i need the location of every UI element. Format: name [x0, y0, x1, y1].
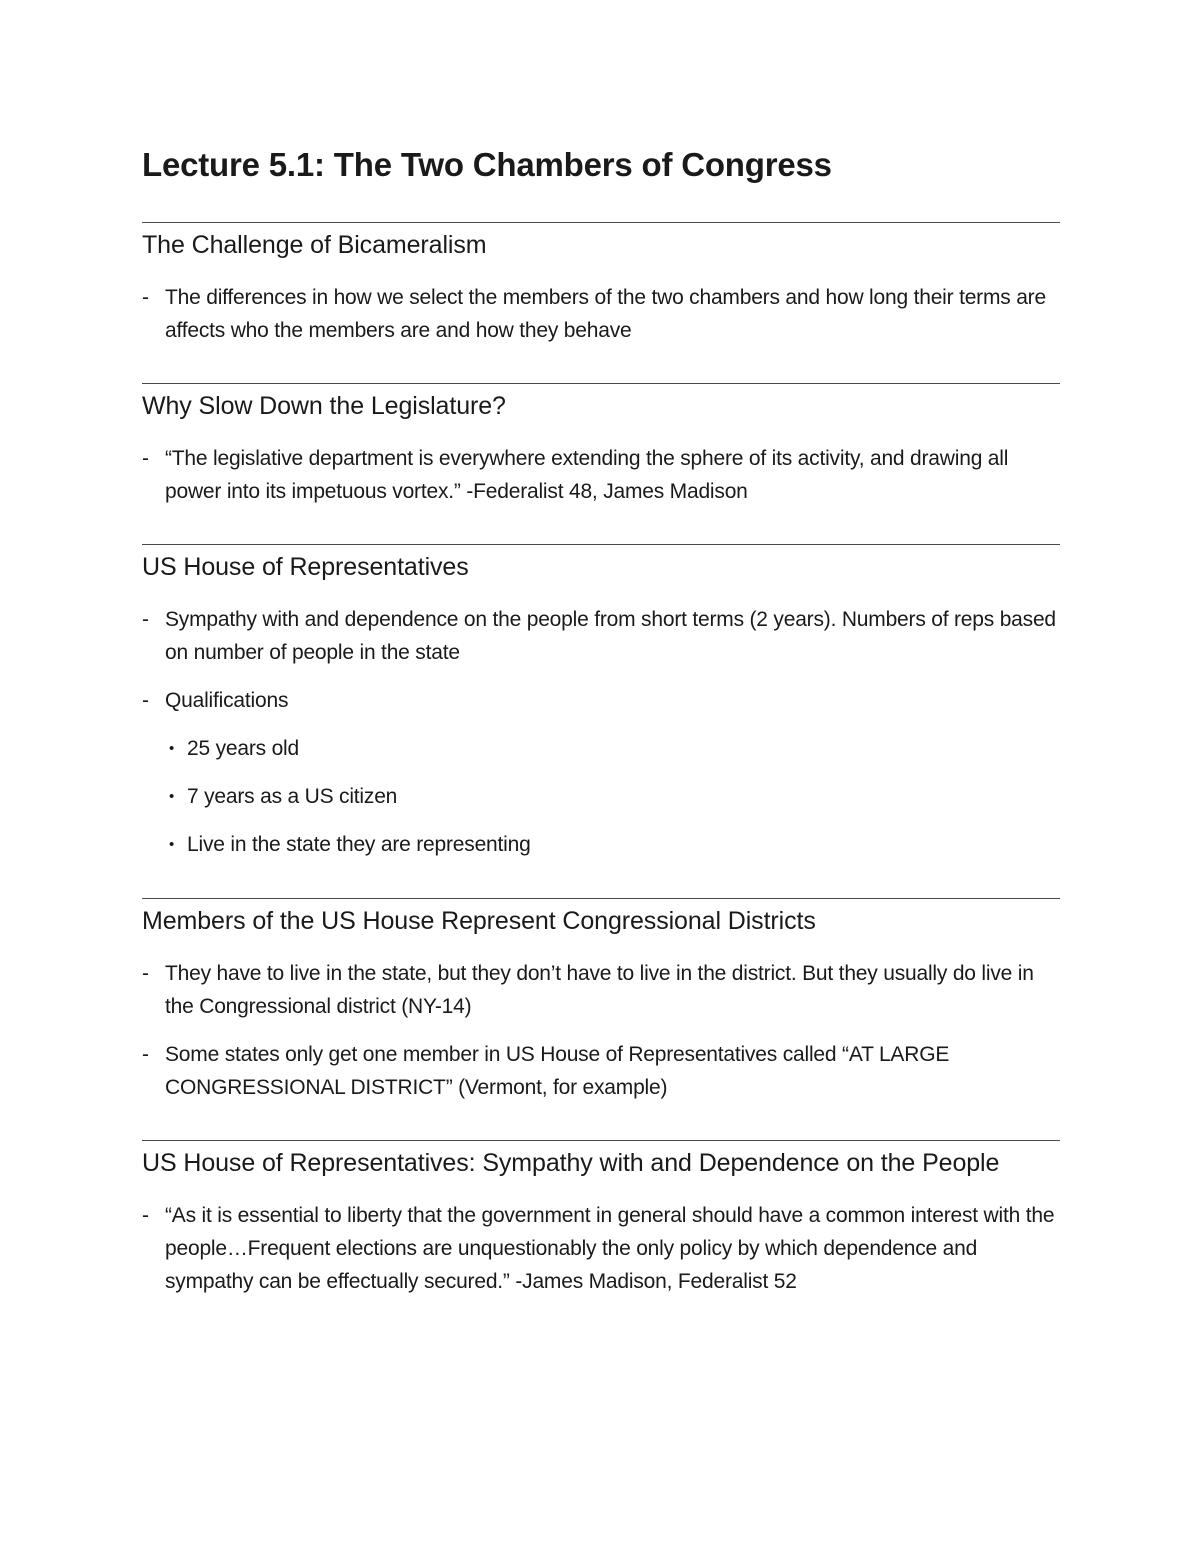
sub-bullet-text: 25 years old — [187, 737, 300, 760]
section-heading: US House of Representatives: Sympathy with and Dependence on the People — [142, 1149, 1000, 1177]
sub-list-item — [142, 828, 1060, 861]
dash-bullet-icon: - — [142, 1043, 149, 1066]
section-why-slow-down — [142, 383, 1060, 508]
section-heading: Why Slow Down the Legislature? — [142, 392, 506, 420]
dash-bullet-icon: - — [142, 1204, 149, 1227]
dash-bullet-icon: - — [142, 608, 149, 631]
list-item — [142, 1038, 1060, 1104]
dash-bullet-icon: - — [142, 689, 149, 712]
list-item — [142, 684, 1060, 717]
list-item — [142, 1199, 1060, 1298]
section-congressional-districts — [142, 898, 1060, 1104]
list-item — [142, 442, 1060, 508]
dot-bullet-icon: • — [169, 836, 175, 853]
section-divider — [142, 383, 1060, 384]
dot-bullet-icon: • — [169, 740, 175, 757]
dash-bullet-icon: - — [142, 962, 149, 985]
sub-list-item — [142, 780, 1060, 813]
bullet-text: They have to live in the state, but they don’t have to live in the district. But they usually do live in the Congressional district (NY-14) — [165, 962, 1034, 1018]
bullet-text: “As it is essential to liberty that the government in general should have a common interest with the people…Frequent elections are unquestionably the only policy by which dependence and sympathy can be effectually secured.” -James Madison, Federalist 52 — [165, 1204, 1055, 1293]
section-divider — [142, 544, 1060, 545]
bullet-text: The differences in how we select the members of the two chambers and how long their terms are affects who the members are and how they behave — [165, 286, 1046, 342]
section-divider — [142, 222, 1060, 223]
section-divider — [142, 898, 1060, 899]
dash-bullet-icon: - — [142, 286, 149, 309]
list-item — [142, 957, 1060, 1023]
section-heading: Members of the US House Represent Congressional Districts — [142, 907, 816, 935]
bullet-text: Sympathy with and dependence on the people from short terms (2 years). Numbers of reps based on number of people in the state — [165, 608, 1056, 664]
list-item — [142, 281, 1060, 347]
section-us-house-of-representatives — [142, 544, 1060, 861]
list-item — [142, 603, 1060, 669]
sub-bullet-text: Live in the state they are representing — [187, 833, 531, 856]
dash-bullet-icon: - — [142, 447, 149, 470]
section-divider — [142, 1140, 1060, 1141]
bullet-text: Some states only get one member in US House of Representatives called “AT LARGE CONGRESSIONAL DISTRICT” (Vermont, for example) — [165, 1043, 950, 1099]
bullet-text: Qualifications — [165, 689, 289, 712]
sub-bullet-text: 7 years as a US citizen — [187, 785, 398, 808]
section-heading: The Challenge of Bicameralism — [142, 231, 487, 259]
section-sympathy-and-dependence — [142, 1140, 1060, 1298]
dot-bullet-icon: • — [169, 788, 175, 805]
section-challenge-of-bicameralism — [142, 222, 1060, 347]
bullet-text: “The legislative department is everywhere extending the sphere of its activity, and drawing all power into its impetuous vortex.” -Federalist 48, James Madison — [165, 447, 1009, 503]
section-heading: US House of Representatives — [142, 553, 469, 581]
page-title: Lecture 5.1: The Two Chambers of Congress — [142, 146, 832, 183]
sub-list-item — [142, 732, 1060, 765]
